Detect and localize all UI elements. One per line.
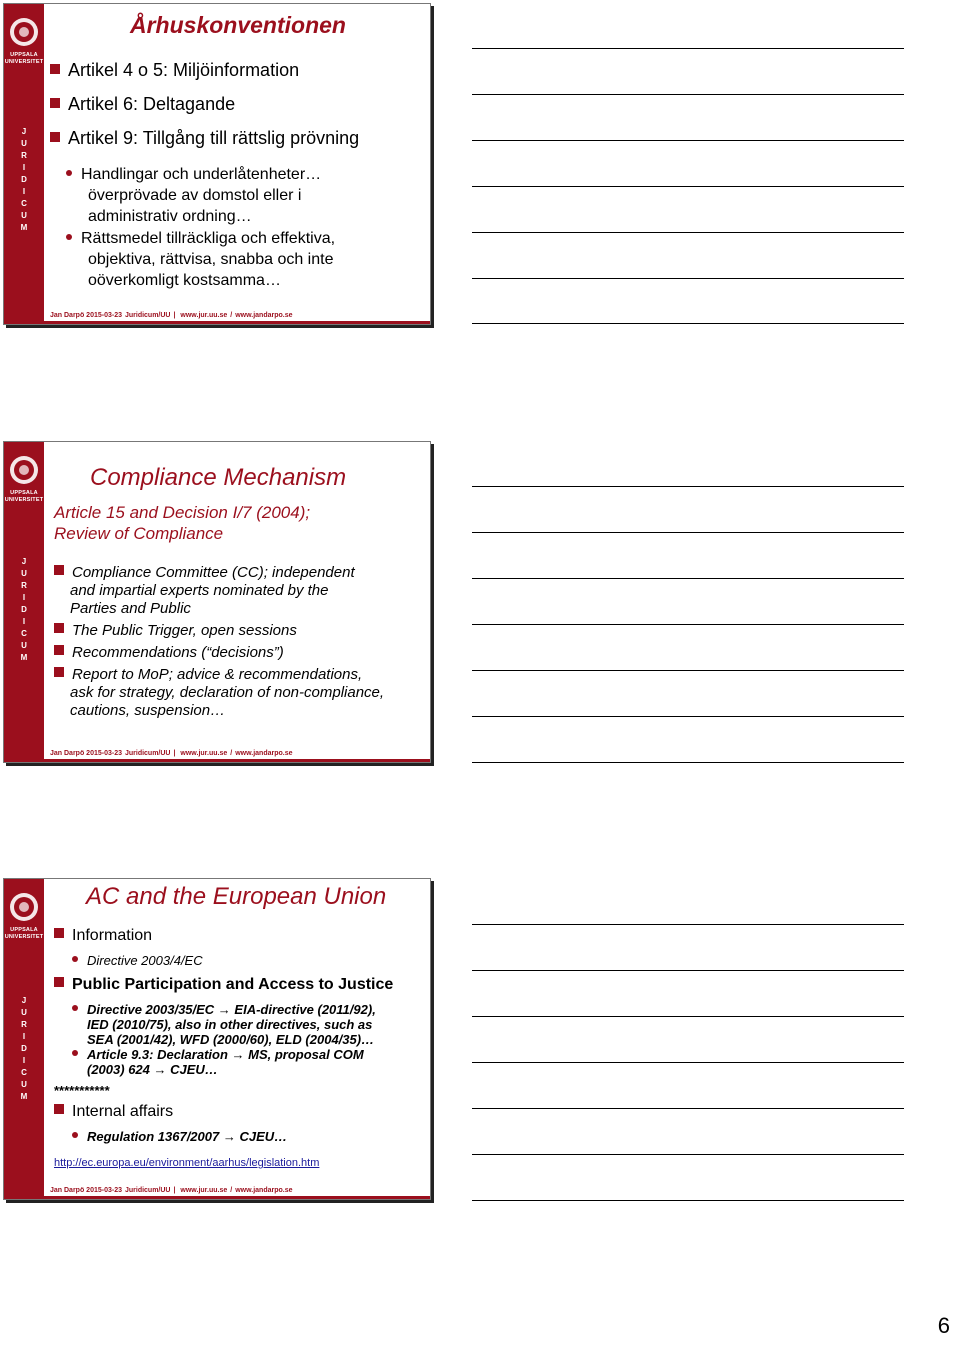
note-line [472, 924, 904, 926]
slide-2 [3, 441, 431, 763]
list-item: Public Participation and Access to Justice [54, 976, 424, 994]
note-line [472, 970, 904, 972]
slide-content [50, 4, 424, 324]
sidebar [4, 442, 44, 762]
square-bullet-icon [50, 64, 60, 74]
legislation-link[interactable] [54, 1157, 424, 1169]
logo-text: UPPSALA UNIVERSITET [4, 52, 44, 65]
note-line [472, 186, 904, 188]
university-seal-icon [8, 16, 40, 48]
juridicum-vertical: J U R I D I C U M [20, 557, 28, 662]
square-bullet-icon [50, 132, 60, 142]
slide-footer: Jan Darpö 2015-03-23 Juridicum/UU | www.jur.uu.se / www.jandarpo.se [50, 1187, 293, 1194]
list-item: Recommendations (“decisions”) [54, 644, 424, 661]
sidebar [4, 4, 44, 324]
slide-content [50, 879, 424, 1199]
list-item: Artikel 9: Tillgång till rättslig prövning [50, 128, 424, 149]
separator-stars: *********** [54, 1083, 110, 1098]
list-item: Artikel 4 o 5: Miljöinformation [50, 60, 424, 81]
page-number: 6 [937, 1313, 950, 1338]
slide-subtitle: Article 15 and Decision I/7 (2004); Review of Compliance [54, 503, 311, 543]
note-line [472, 1200, 904, 1202]
slide-content [50, 442, 424, 762]
list-item: Artikel 6: Deltagande [50, 94, 424, 115]
note-line [472, 670, 904, 672]
juridicum-vertical: J U R I D I C U M [20, 996, 28, 1101]
slide-1 [3, 3, 431, 325]
dot-bullet-icon [72, 956, 78, 962]
note-line [472, 716, 904, 718]
square-bullet-icon [54, 928, 64, 938]
university-seal-icon [8, 891, 40, 923]
square-bullet-icon [54, 623, 64, 633]
sub-list-item: Handlingar och underlåtenheter… överprövade av domstol eller i administrativ ordning… [66, 164, 424, 227]
note-line [472, 532, 904, 534]
sidebar [4, 879, 44, 1199]
square-bullet-icon [54, 1104, 64, 1114]
note-line [472, 486, 904, 488]
slide-title: Århuskonventionen [130, 12, 346, 38]
sub-list-item: Rättsmedel tillräckliga och effektiva, objektiva, rättvisa, snabba och inte oöverkomligt kostsamma… [66, 228, 424, 291]
note-line [472, 323, 904, 325]
square-bullet-icon [50, 98, 60, 108]
note-line [472, 1016, 904, 1018]
note-line [472, 232, 904, 234]
slide-footer: Jan Darpö 2015-03-23 Juridicum/UU | www.jur.uu.se / www.jandarpo.se [50, 750, 293, 757]
list-item: Report to MoP; advice & recommendations, ask for strategy, declaration of non-compliance, cautions, suspension… [54, 666, 424, 720]
note-line [472, 1062, 904, 1064]
note-line [472, 762, 904, 764]
note-line [472, 624, 904, 626]
note-line [472, 278, 904, 280]
list-item: Compliance Committee (CC); independent and impartial experts nominated by the Parties and Public [54, 564, 424, 618]
list-item: Information [54, 927, 424, 945]
footer-rule [44, 1196, 430, 1199]
sub-list-item: Directive 2003/4/EC [72, 953, 424, 968]
slide-title: AC and the European Union [86, 883, 387, 910]
juridicum-vertical: J U R I D I C U M [20, 127, 28, 232]
note-line [472, 1154, 904, 1156]
slide-footer: Jan Darpö 2015-03-23 Juridicum/UU | www.jur.uu.se / www.jandarpo.se [50, 312, 293, 319]
note-line [472, 578, 904, 580]
dot-bullet-icon [66, 170, 72, 176]
list-item: Internal affairs [54, 1103, 424, 1121]
footer-rule [44, 321, 430, 324]
square-bullet-icon [54, 977, 64, 987]
list-item: The Public Trigger, open sessions [54, 622, 424, 639]
note-line [472, 48, 904, 50]
dot-bullet-icon [72, 1132, 78, 1138]
university-seal-icon [8, 454, 40, 486]
sub-list-item: Article 9.3: Declaration → MS, proposal COM (2003) 624 → CJEU… [72, 1047, 424, 1077]
dot-bullet-icon [66, 234, 72, 240]
sub-list-item: Regulation 1367/2007 → CJEU… [72, 1129, 424, 1144]
note-line [472, 1108, 904, 1110]
sub-list-item: Directive 2003/35/EC → EIA-directive (2011/92), IED (2010/75), also in other directives, such as SEA (2001/42), WFD (2000/60), ELD (2004/35)… [72, 1002, 424, 1047]
logo-text: UPPSALA UNIVERSITET [4, 927, 44, 940]
note-line [472, 94, 904, 96]
slide-title: Compliance Mechanism [90, 464, 347, 491]
aarhus-legislation-link[interactable]: http://ec.europa.eu/environment/aarhus/legislation.htm [54, 1157, 320, 1169]
dot-bullet-icon [72, 1005, 78, 1011]
square-bullet-icon [54, 645, 64, 655]
square-bullet-icon [54, 667, 64, 677]
dot-bullet-icon [72, 1050, 78, 1056]
note-line [472, 140, 904, 142]
logo-text: UPPSALA UNIVERSITET [4, 490, 44, 503]
footer-rule [44, 759, 430, 762]
slide-3 [3, 878, 431, 1200]
square-bullet-icon [54, 565, 64, 575]
